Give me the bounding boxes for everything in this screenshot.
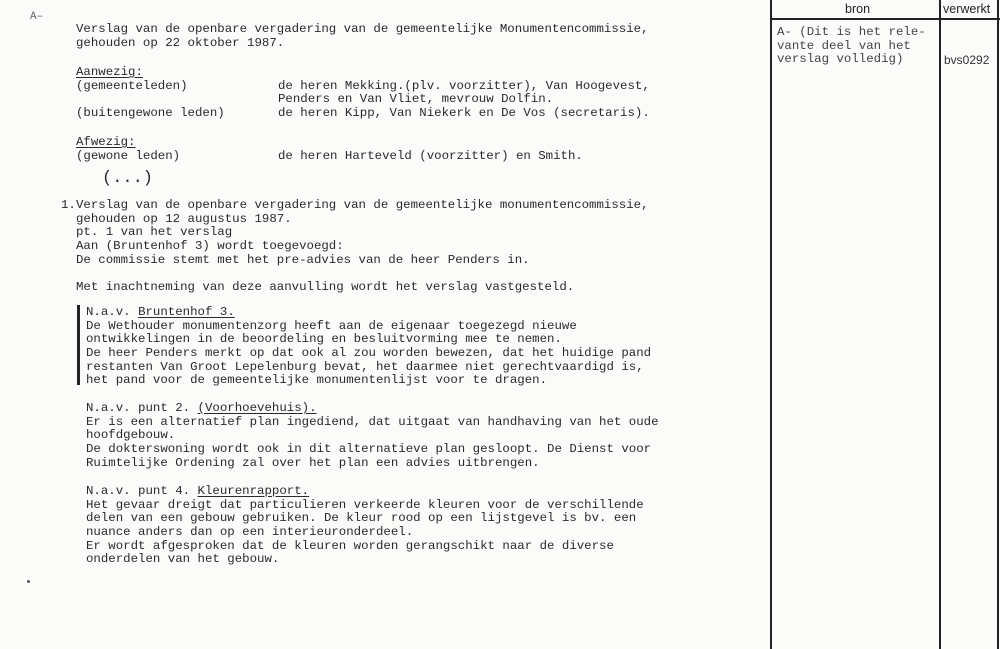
text-line: Aan (Bruntenhof 3) wordt toegevoegd: [76,239,344,254]
text-line: De Wethouder monumentenzorg heeft aan de eigenaar toegezegd nieuwe [86,318,577,333]
text-line: De commissie stemt met het pre-advies van de heer Penders in. [76,252,530,267]
item1-text [76,199,649,295]
nav-prefix: N.a.v. [86,305,139,319]
names-line: de heren Kipp, Van Niekerk en De Vos (secretaris). [278,106,650,121]
group-label: (buitengewone leden) [76,106,225,121]
group-label: (gewone leden) [76,148,181,163]
margin-marker-bar [77,305,80,385]
header-verwerkt: verwerkt [943,2,991,16]
table-border-middle [939,0,941,649]
text-line: Ruimtelijke Ordening zal over het plan een advies uitbrengen. [86,455,540,470]
title-line: gehouden op 22 oktober 1987. [76,35,285,50]
names-line: Penders en Van Vliet, mevrouw Dolfin. [278,92,554,107]
nav-kleurenrapport [86,485,644,567]
conclusion-line: Met inachtneming van deze aanvulling wordt het verslag vastgesteld. [76,280,575,295]
table-border-right [997,0,999,649]
present-heading: Aanwezig: [76,65,143,79]
margin-label: A– [30,11,44,23]
document-title [76,23,649,50]
text-line: Het gevaar dreigt dat particulieren verkeerde kleuren voor de verschillende [86,497,644,512]
nav-prefix: N.a.v. punt 2. [86,401,198,415]
text-line: het pand voor de gemeentelijke monumentenlijst voor te dragen. [86,373,548,388]
absent-names: de heren Harteveld (voorzitter) en Smith. [278,149,583,163]
nav-bruntenhof [86,306,651,388]
text-line: restanten Van Groot Lepelenburg bevat, het daarmee niet gerechtvaardigd is, [86,359,644,374]
header-bron: bron [845,2,871,16]
nav-subject: Kleurenrapport. [197,484,310,498]
group-label: (gemeenteleden) [76,78,188,93]
nav-subject: (Voorhoevehuis). [197,401,317,415]
nav-subject: Bruntenhof 3. [138,305,235,319]
item-number: 1. [61,198,76,212]
ellipsis: (...) [102,169,154,188]
text-line: nuance anders dan op een interieuronderdeel. [86,525,414,540]
scan-speck [27,580,30,583]
text-line: hoofdgebouw. [86,428,176,443]
table-border-left [770,0,772,649]
source-note [777,26,926,67]
nav-voorhoevehuis [86,402,659,470]
text-line: ontwikkelingen in de beoordeling en besluitvorming mee te nemen. [86,332,562,347]
text-line: Verslag van de openbare vergadering van de gemeentelijke monumentencommissie, [76,198,649,212]
text-line: onderdelen van het gebouw. [86,552,280,567]
table-header-divider [770,18,1000,20]
note-line: verslag volledig) [777,52,904,67]
nav-prefix: N.a.v. punt 4. [86,484,198,498]
note-line: A- (Dit is het rele- [777,25,926,39]
present-section [76,66,225,121]
note-line: vante deel van het [777,38,911,53]
text-line: Er wordt afgesproken dat de kleuren worden gerangschikt naar de diverse [86,538,614,553]
text-line: De heer Penders merkt op dat ook al zou worden bewezen, dat het huidige pand [86,346,652,361]
text-line: De dokterswoning wordt ook in dit alternatieve plan gesloopt. De Dienst voor [86,442,652,457]
title-line: Verslag van de openbare vergadering van de gemeentelijke Monumentencommissie, [76,22,649,36]
text-line: pt. 1 van het verslag [76,225,233,240]
names-line: de heren Mekking.(plv. voorzitter), Van Hoogevest, [278,78,650,93]
processed-code: bvs0292 [944,53,990,67]
absent-section [76,136,180,163]
absent-heading: Afwezig: [76,135,136,149]
text-line: gehouden op 12 augustus 1987. [76,211,292,226]
text-line: delen van een gebouw gebruiken. De kleur rood op een lijstgevel is bv. een [86,511,637,526]
text-line: Er is een alternatief plan ingediend, dat uitgaat van handhaving van het oude [86,414,659,429]
present-names [278,80,650,121]
